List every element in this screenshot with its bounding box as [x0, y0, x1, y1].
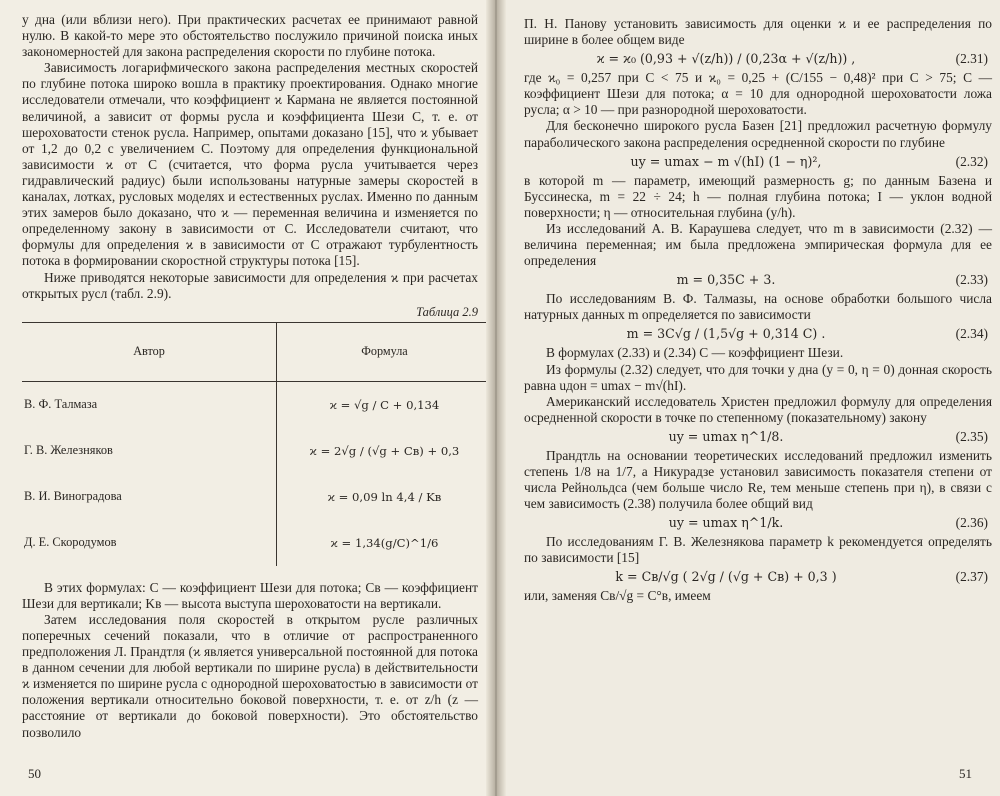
- author-cell: В. И. Виноградова: [22, 474, 277, 520]
- author-cell: Г. В. Железняков: [22, 428, 277, 474]
- equation-number: (2.32): [955, 153, 988, 169]
- author-cell: Д. Е. Скородумов: [22, 520, 277, 566]
- equation-expression: k = Cв/√g ( 2√g / (√g + Cв) + 0,3 ): [615, 569, 837, 585]
- equation-2-36: [524, 515, 992, 531]
- equation-expression: uy = umax η^1/k.: [668, 515, 784, 531]
- column-header-formula: Формула: [277, 322, 493, 381]
- equation-2-31: [524, 51, 992, 67]
- equation-2-37: [524, 569, 992, 585]
- column-header-author: Автор: [22, 322, 277, 381]
- author-cell: В. Ф. Талмаза: [22, 381, 277, 428]
- table-row: [22, 381, 492, 428]
- paragraph: Из исследований А. В. Караушева следует, что m в зависимости (2.32) — величина переменная; им была предложена эмпирическая формула для ее определения: [524, 220, 992, 269]
- equation-2-34: [524, 326, 992, 342]
- equation-number: (2.37): [955, 569, 988, 585]
- paragraph: Американский исследователь Христен предложил формулу для определения осредненной скорости в точке по степенному (показательному) закону: [524, 393, 992, 425]
- book-gutter: [486, 0, 506, 796]
- formula-cell: ϰ = 0,09 ln 4,4 / Kв: [327, 489, 442, 504]
- paragraph: По исследованиям Г. В. Железнякова параметр k рекомендуется определять по зависимости [15]: [524, 534, 992, 566]
- paragraph: или, заменяя Cв/√g = C°в, имеем: [524, 588, 711, 604]
- equation-expression: uy = umax − m √(hI) (1 − η)²,: [630, 153, 822, 169]
- equation-number: (2.35): [955, 428, 988, 444]
- table-header-row: [22, 322, 492, 381]
- paragraph: Прандтль на основании теоретических исследований предложил изменить степень 1/8 на 1/7, а Никурадзе установил зависимость показателя степени от числа Рейнольдса (чем больше число Re, тем меньше степень при η), в связи с чем зависимость (2.38) получила более общий вид: [524, 447, 992, 512]
- formula-table: [22, 322, 492, 566]
- paragraph: Затем исследования поля скоростей в открытом русле различных поперечных сечений показали, что в отличие от распространенного предположения Л. Прандтля (ϰ является универсальной постоянной для потока в данном сечении для любой вертикали по ширине русла) в действительности ϰ изменяется по ширине русла с однородной шероховатостью в зависимости от положения вертикали относительно боковой поверхности, т. е. от z/h (z — расстояние от вертикали до боковой поверхности). Это обстоятельство позволило: [22, 611, 478, 740]
- formula-cell: ϰ = 2√g / (√g + Cв) + 0,3: [309, 443, 460, 458]
- equation-2-33: [524, 272, 992, 288]
- paragraph: В формулах (2.33) и (2.34) C — коэффициент Шези.: [546, 345, 844, 361]
- left-page: [0, 0, 492, 796]
- equation-number: (2.33): [955, 272, 988, 288]
- paragraph: По исследованиям В. Ф. Талмазы, на основе обработки большого числа натурных данных m определяется по зависимости: [524, 291, 992, 323]
- table-row: [22, 428, 492, 474]
- paragraph: Ниже приводятся некоторые зависимости для определения ϰ при расчетах открытых русл (табл. 2.9).: [22, 269, 478, 301]
- equation-number: (2.34): [955, 326, 988, 342]
- formula-cell: ϰ = 1,34(g/C)^1/6: [330, 535, 439, 550]
- paragraph: Зависимость логарифмического закона распределения местных скоростей по глубине потока широко вошла в практику проектирования. Однако многие исследователи отмечали, что коэффициент ϰ Кармана не является постоянной величиной, а зависит от формы русла и коэффициента Шези C, т. е. от шероховатости стенок русла. Например, опытами доказано [15], что ϰ убывает от 1,2 до 0,2 с увеличением C. Поэтому для определения функциональной зависимости ϰ от C (считается, что форма русла учитывается через гидравлический радиус) были использованы натурные замеры скоростей в каналах, лотках, русловых моделях и естественных руслах. Именно по данным этих замеров было доказано, что ϰ — переменная величина и изменяется по определенному закону в зависимости от C. Исследователи считают, что формулы для определения ϰ в зависимости от C отражают турбулентность потока в формировании скоростной структуры потока [15].: [22, 60, 478, 269]
- paragraph: в которой m — параметр, имеющий размерность g; по данным Базена и Буссинеска, m = 22 ÷ 24; h — полная глубина потока; I — уклон водной поверхности; η — относительная глубина (y/h).: [524, 172, 992, 220]
- paragraph: П. Н. Панову установить зависимость для оценки ϰ и ее распределения по ширине в более общем виде: [524, 16, 992, 48]
- equation-expression: uy = umax η^1/8.: [668, 428, 784, 444]
- table-caption: Таблица 2.9: [416, 304, 478, 319]
- equation-expression: m = 0,35C + 3.: [676, 272, 776, 288]
- equation-2-35: [524, 429, 992, 445]
- table-row: [22, 474, 492, 520]
- paragraph: где ϰ₀ = 0,257 при C < 75 и ϰ₀ = 0,25 + (C/155 − 0,48)² при C > 75; C — коэффициент Шези для потока; α = 10 для однородной шероховатости ложа русла; α > 10 — при разнородной шероховатости.: [524, 70, 992, 118]
- formula-cell: ϰ = √g / C + 0,134: [329, 397, 440, 412]
- equation-number: (2.31): [955, 51, 988, 67]
- paragraph: В этих формулах: C — коэффициент Шези для потока; Cв — коэффициент Шези для вертикали; Kв — высота выступа шероховатости на вертикали.: [22, 579, 478, 611]
- table-row: [22, 520, 492, 566]
- right-page: [492, 0, 1000, 796]
- paragraph: Для бесконечно широкого русла Базен [21] предложил расчетную формулу параболического закона распределения осредненной скорости по глубине: [524, 118, 992, 150]
- page-number: 51: [959, 766, 972, 781]
- paragraph: у дна (или вблизи него). При практических расчетах ее принимают равной нулю. В какой-то мере это обстоятельство послужило причиной поиска иных закономерностей для закона распределения скорости по глубине потока.: [22, 12, 478, 60]
- page-number: 50: [28, 766, 41, 781]
- equation-number: (2.36): [955, 515, 988, 531]
- equation-expression: ϰ = ϰ₀ (0,93 + √(z/h)) / (0,23α + √(z/h)) ,: [596, 51, 856, 67]
- equation-expression: m = 3C√g / (1,5√g + 0,314 C) .: [626, 326, 826, 342]
- paragraph: Из формулы (2.32) следует, что для точки у дна (y = 0, η = 0) донная скорость равна uдон = umax − m√(hI).: [524, 361, 992, 393]
- equation-2-32: [524, 154, 992, 170]
